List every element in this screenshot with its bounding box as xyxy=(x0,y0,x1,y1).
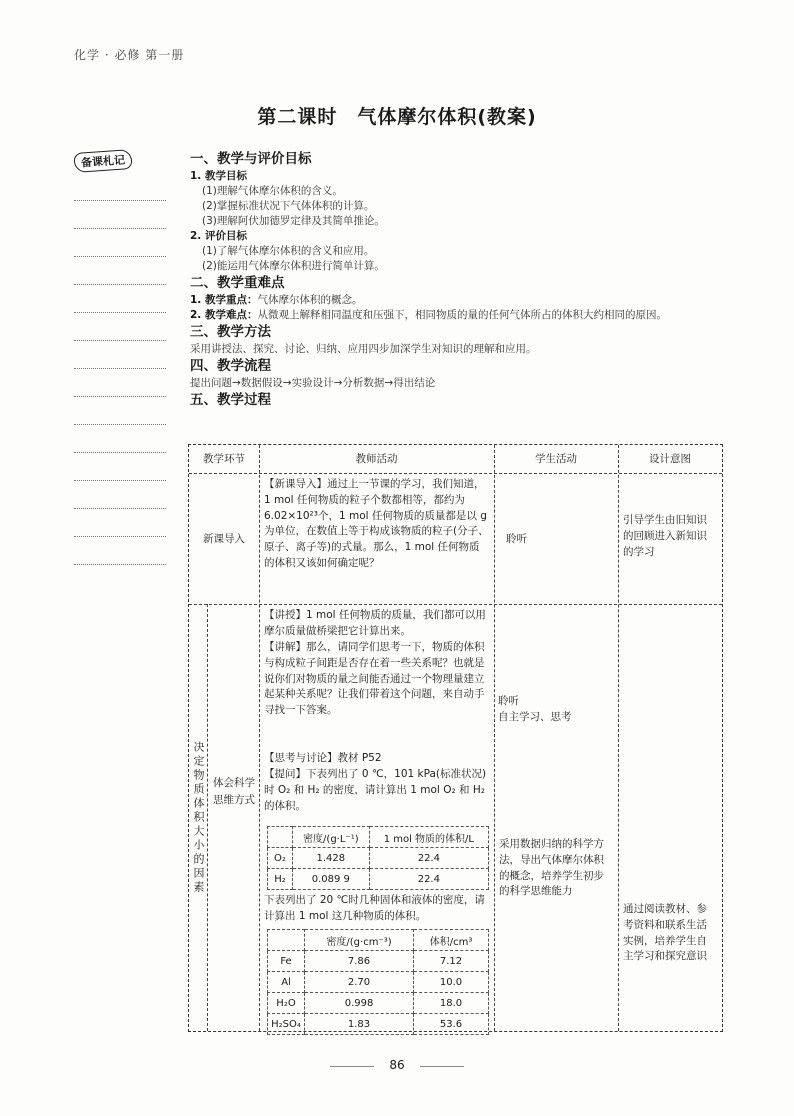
note-line xyxy=(74,536,166,537)
note-line xyxy=(74,200,166,201)
row2-stage-inner: 体会科学思维方式 xyxy=(213,777,255,806)
row2-intent: 通过阅读教材、参考资料和联系生活实例，培养学生自主学习和探究意识 xyxy=(623,903,707,963)
page-title: 第二课时 气体摩尔体积(教案) xyxy=(257,106,537,128)
evaluation-item: (2)能运用气体摩尔体积进行简单计算。 xyxy=(202,260,385,272)
lesson-content xyxy=(190,150,720,410)
row1-teacher: 【新课导入】通过上一节课的学习，我们知道，1 mol 任何物质的粒子个数都相等，都约为6.02×10²³个，1 mol 任何物质的质量都是以 g 为单位，在数值上等于构成该物质的粒子(分子、原子、离子等)的式量。那么，1 mol 任何物质的体积又该如何确定呢？ xyxy=(264,478,489,569)
section-4-title: 四、教学流程 xyxy=(190,358,271,374)
header-stage: 教学环节 xyxy=(203,453,245,465)
gas-density-table: 密度/(g·L⁻¹) 1 mol 物质的体积/L O₂ 1.428 22.4 H₂ 0.089 9 22.4 xyxy=(267,826,489,890)
row1-stage: 新课导入 xyxy=(203,533,245,545)
row2-teacher-p2: 【讲解】那么，请同学们思考一下，物质的体积与构成粒子间距是否存在着一些关系呢？也就是说你们对物质的量之间能否通过一个物理量建立起某种关系呢？让我们带着这个问题，来自动手寻找一下答案。 xyxy=(264,641,485,717)
section-1-title: 一、教学与评价目标 xyxy=(190,151,312,167)
note-line xyxy=(74,256,166,257)
section-2-title: 二、教学重难点 xyxy=(190,275,285,291)
note-line xyxy=(74,284,166,285)
row2-teacher-p5: 下表列出了 20 ℃时几种固体和液体的密度，请计算出 1 mol 这几种物质的体积。 xyxy=(264,894,485,922)
row1-student: 聆听 xyxy=(506,533,527,545)
note-line xyxy=(74,228,166,229)
section-1-sub2: 2. 评价目标 xyxy=(190,230,247,242)
header-intent: 设计意图 xyxy=(649,453,691,465)
section-5-title: 五、教学过程 xyxy=(190,392,271,408)
solid-liquid-density-table: 密度/(g·cm⁻³) 体积/cm³ Fe 7.86 7.12 Al 2.70 10.0 H₂O 0.998 18.0 H₂SO₄ 1.83 53.6 xyxy=(267,929,489,1035)
note-line xyxy=(74,368,166,369)
note-line xyxy=(74,564,166,565)
objective-item: (2)掌握标准状况下气体体积的计算。 xyxy=(202,200,375,212)
teaching-process-table xyxy=(188,444,723,1032)
section-1-sub1: 1. 教学目标 xyxy=(190,170,247,182)
note-line xyxy=(74,340,166,341)
note-line xyxy=(74,396,166,397)
row1-intent: 引导学生由旧知识的回顾进入新知识的学习 xyxy=(623,514,707,558)
page-number: 86 xyxy=(389,1058,405,1072)
objective-item: (1)理解气体摩尔体积的含义。 xyxy=(202,185,343,197)
teaching-flow: 提出问题→数据假设→实验设计→分析数据→得出结论 xyxy=(190,377,436,389)
running-header: 化学 · 必修 第一册 xyxy=(74,48,185,62)
note-line xyxy=(74,480,166,481)
row2-student-1: 聆听 自主学习、思考 xyxy=(498,695,572,723)
difficult-point: 2. 教学难点：从微观上解释相同温度和压强下，相同物质的量的任何气体所占的体积大约相同的原因。 xyxy=(190,309,667,321)
key-point: 1. 教学重点：气体摩尔体积的概念。 xyxy=(190,294,363,306)
evaluation-item: (1)了解气体摩尔体积的含义和应用。 xyxy=(202,245,375,257)
note-line xyxy=(74,424,166,425)
row2-teacher-p1: 【讲授】1 mol 任何物质的质量，我们都可以用摩尔质量做桥梁把它计算出来。 xyxy=(264,609,486,637)
objective-item: (3)理解阿伏加德罗定律及其简单推论。 xyxy=(202,215,385,227)
header-student: 学生活动 xyxy=(535,453,577,465)
teaching-method: 采用讲授法、探究、讨论、归纳、应用四步加深学生对知识的理解和应用。 xyxy=(190,343,537,355)
notes-label: 备课札记 xyxy=(73,149,132,173)
row2-teacher-p4: 【提问】下表列出了 0 ℃，101 kPa(标准状况)时 O₂ 和 H₂ 的密度，请计算出 1 mol O₂ 和 H₂ 的体积。 xyxy=(264,768,487,812)
notes-margin xyxy=(74,150,166,171)
row2-stage-outer: 决定物质体积大小的因素 xyxy=(192,740,205,895)
note-line xyxy=(74,508,166,509)
section-3-title: 三、教学方法 xyxy=(190,324,271,340)
page-number-rule-right xyxy=(420,1066,464,1067)
header-teacher: 教师活动 xyxy=(355,453,398,465)
row2-teacher-p3: 【思考与讨论】教材 P52 xyxy=(264,752,382,764)
note-line xyxy=(74,452,166,453)
row2-student-2: 采用数据归纳的科学方法，导出气体摩尔体积的概念，培养学生初步的科学思维能力 xyxy=(499,838,604,898)
note-line xyxy=(74,312,166,313)
